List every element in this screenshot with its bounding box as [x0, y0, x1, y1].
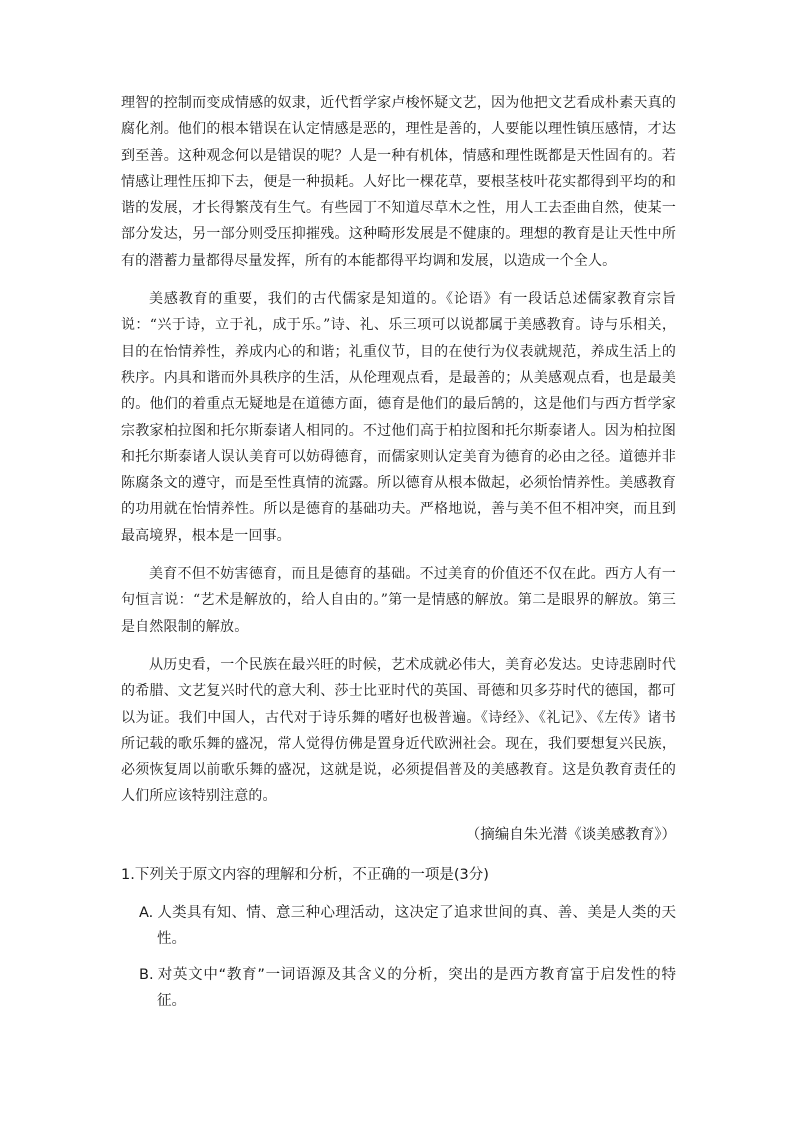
- option-b-text: 对英文中“教育”一词语源及其含义的分析，突出的是西方教育富于启发性的特征。: [157, 966, 676, 1009]
- passage-paragraph-1: 理智的控制而变成情感的奴隶，近代哲学家卢梭怀疑文艺，因为他把文艺看成朴素天真的腐化剂。他们的根本错误在认定情感是恶的，理性是善的，人要能以理性镇压感情，才达到至善。这种观念何以是错误的呢？人是一种有机体，情感和理性既都是天性固有的。若情感让理性压抑下去，便是一种损耗。人好比一棵花草，要根茎枝叶花实都得到平均的和谐的发展，才长得繁茂有生气。有些园丁不知道尽草木之性，用人工去歪曲自然，使某一部分发达，另一部分则受压抑摧残。这种畸形发展是不健康的。理想的教育是让天性中所有的潜蓄力量都得尽量发挥，所有的本能都得平均调和发展，以造成一个全人。: [121, 95, 676, 269]
- passage-paragraph-2: 美感教育的重要，我们的古代儒家是知道的。《论语》有一段话总述儒家教育宗旨说：“兴于诗，立于礼，成于乐。”诗、礼、乐三项可以说都属于美感教育。诗与乐相关，目的在怡情养性，养成内心的和谐；礼重仪节，目的在使行为仪表就规范，养成生活上的秩序。内具和谐而外具秩序的生活，从伦理观点看，是最善的；从美感观点看，也是最美的。他们的着重点无疑地是在道德方面，德育是他们的最后鹄的，这是他们与西方哲学家宗教家柏拉图和托尔斯泰诸人相同的。不过他们高于柏拉图和托尔斯泰诸人。因为柏拉图和托尔斯泰诸人误认美育可以妨碍德育，而儒家则认定美育为德育的必由之径。道德并非陈腐条文的遵守，而是至性真情的流露。所以德育从根本做起，必须怡情养性。美感教育的功用就在怡情养性。所以是德育的基础功夫。严格地说，善与美不但不相冲突，而且到最高境界，根本是一回事。: [121, 291, 676, 544]
- document-page: [121, 90, 676, 1024]
- passage-paragraph-4: 从历史看，一个民族在最兴旺的时候，艺术成就必伟大，美育必发达。史诗悲剧时代的希腊、文艺复兴时代的意大利、莎士比亚时代的英国、哥德和贝多芬时代的德国，都可以为证。我们中国人，古代对于诗乐舞的嗜好也极普遍。《诗经》、《礼记》、《左传》诸书所记载的歌乐舞的盛况，常人觉得仿佛是置身近代欧洲社会。现在，我们要想复兴民族，必须恢复周以前歌乐舞的盛况，这就是说，必须提倡普及的美感教育。这是负教育责任的人们所应该特别注意的。: [121, 656, 676, 805]
- option-a-text: 人类具有知、情、意三种心理活动，这决定了追求世间的真、善、美是人类的天性。: [157, 904, 676, 947]
- option-b: [121, 962, 676, 1014]
- option-a-label: A.: [139, 904, 154, 921]
- question-stem: 1.下列关于原文内容的理解和分析，不正确的一项是(3分): [121, 866, 489, 883]
- source-citation: （摘编自朱光潜《谈美感教育》）: [465, 826, 676, 843]
- option-b-label: B.: [139, 966, 154, 983]
- passage-paragraph-3: 美育不但不妨害德育，而且是德育的基础。不过美育的价值还不仅在此。西方人有一句恒言说：“艺术是解放的，给人自由的。”第一是情感的解放。第二是眼界的解放。第三是自然限制的解放。: [121, 566, 676, 635]
- option-a: [121, 900, 676, 952]
